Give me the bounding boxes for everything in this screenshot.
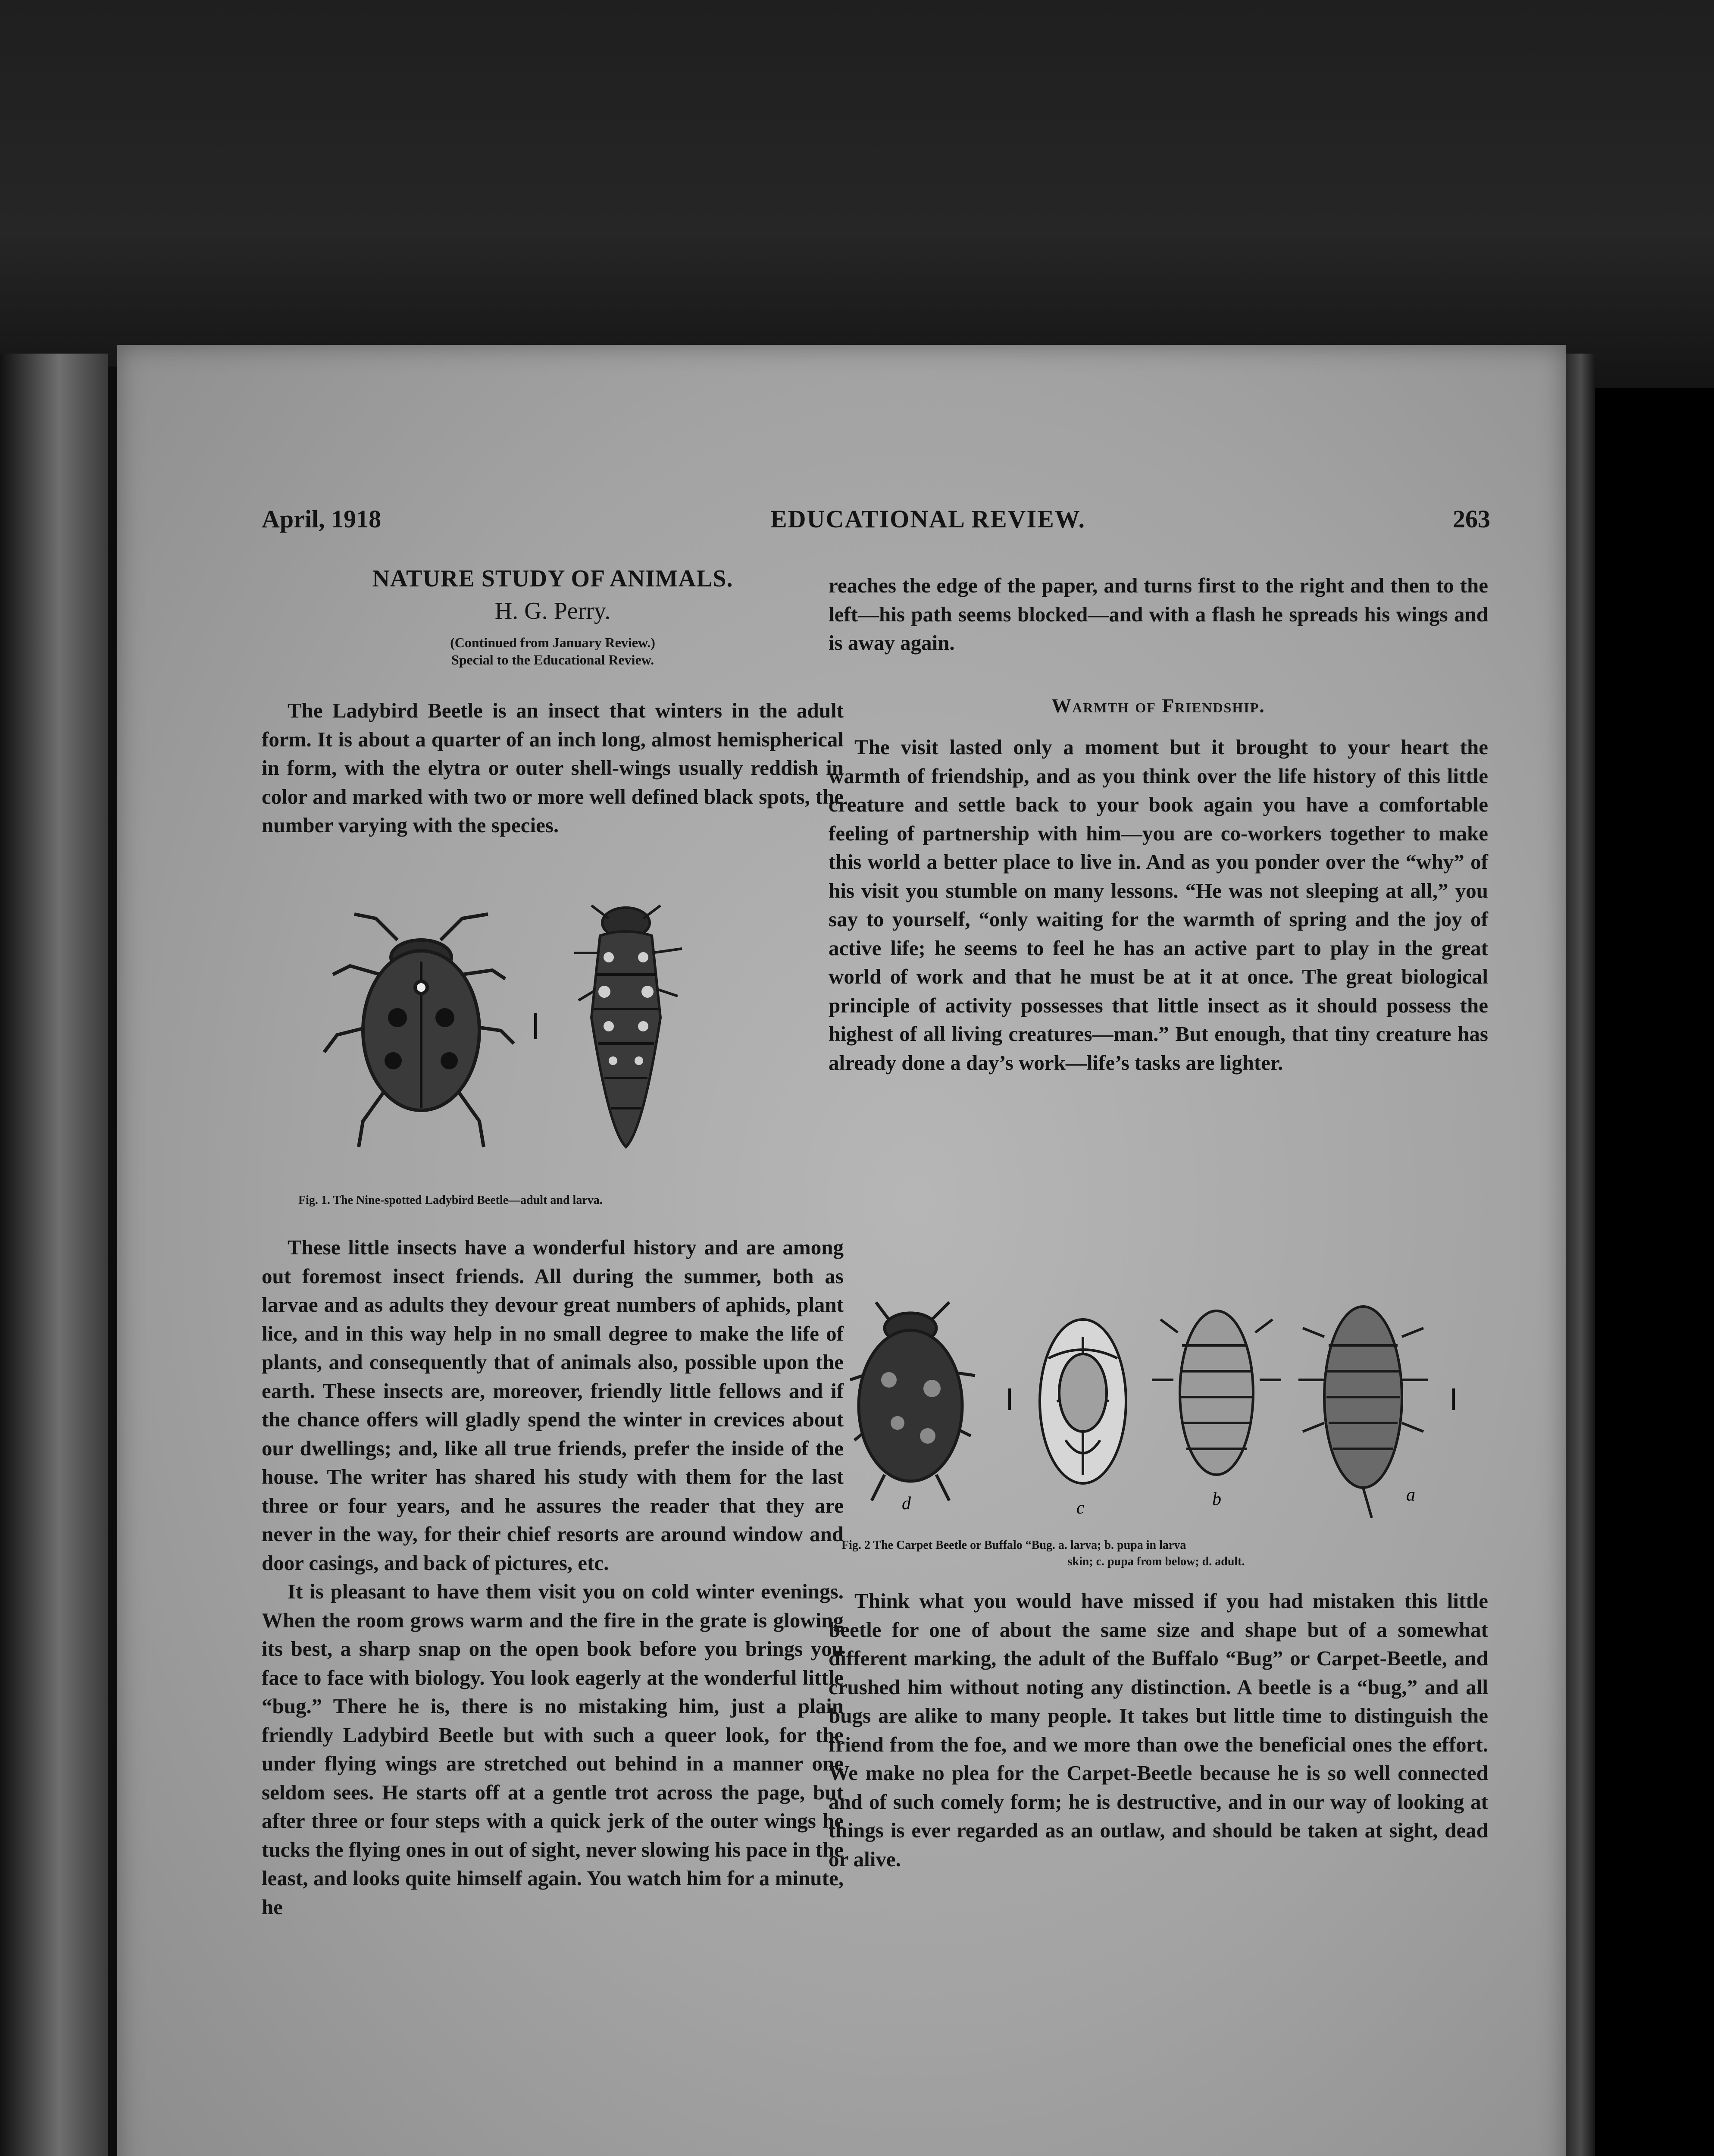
article-title: NATURE STUDY OF ANIMALS. bbox=[372, 565, 733, 592]
paragraph-continuation: reaches the edge of the paper, and turns first to the right and then to the left—his path seems blocked—and with a flash he spreads his wings and is away again. bbox=[829, 573, 1488, 655]
figure-2-caption bbox=[841, 1537, 1471, 1570]
figure-2-carpet-beetle-illustration bbox=[833, 1294, 1488, 1535]
figure-2-label-d: d bbox=[902, 1494, 911, 1514]
previous-page-edge bbox=[0, 354, 108, 2156]
right-column-bottom bbox=[829, 1587, 1488, 1874]
running-head bbox=[262, 505, 1490, 548]
carpet-beetle-adult-drawing bbox=[850, 1302, 975, 1501]
right-column-friendship bbox=[829, 733, 1488, 1077]
figure-1-caption: Fig. 1. The Nine-spotted Ladybird Beetle—adult and larva. bbox=[298, 1194, 603, 1207]
right-column-top bbox=[829, 571, 1488, 658]
paragraph-friendship: The visit lasted only a moment but it brought to your heart the warmth of friendship, and as you think over the life history of this little creature and settle back to your book again you have a comfortable feeling of partnership with him—you are co-workers together to make this world a better place to live in. And as you ponder over the “why” of his visit you stumble on many lessons. “He was not sleeping at all,” you say to yourself, “only waiting for the warmth of spring and the joy of active life; he seems to feel he has an active part to play in the great world of work and that he must be at it at once. The great biological principle of activity possesses that little insect as it should possess the highest of all living creatures—man.” But enough, that tiny creature has already done a day’s work—life’s tasks are lighter. bbox=[829, 735, 1488, 1075]
ladybird-larva-drawing bbox=[574, 906, 682, 1147]
journal-page bbox=[117, 345, 1566, 2156]
header-page-number: 263 bbox=[1453, 505, 1490, 533]
article-author: H. G. Perry. bbox=[494, 598, 611, 624]
ladybird-adult-drawing bbox=[324, 914, 514, 1147]
continued-note: (Continued from January Review.) bbox=[450, 635, 655, 650]
special-note: Special to the Educational Review. bbox=[451, 652, 654, 667]
paragraph-winter-visit: It is pleasant to have them visit you on cold winter evenings. When the room grows warm and the fire in the grate is glowing its best, a sharp snap on the open book before you brings you face to face with biology. You look eagerly at the wonderful little “bug.” There he is, there is no mistaking him, just a plain friendly Ladybird Beetle but with such a queer look, for the under flying wings are stretched out behind in a manner one seldom sees. He starts off at a gentle trot across the page, but after three or four steps with a quick jerk of the outer wings he tucks the flying ones in out of sight, never slowing his pace in the least, and looks quite himself again. You watch him for a minute, he bbox=[262, 1579, 844, 1919]
figure-1-ladybird-illustration bbox=[298, 888, 859, 1190]
paragraph-carpet-beetle: Think what you would have missed if you had mistaken this little beetle for one of about the same size and shape but of a somewhat different marking, the adult of the Buffalo “Bug” or Carpet-Beetle, and crushed him without noting any distinction. A beetle is a “bug,” and all bugs are alike to many people. It takes but little time to distinguish the friend from the foe, and we more than owe the beneficial ones the effort. We make no plea for the Carpet-Beetle because he is so well connected and of such comely form; he is destructive, and in our way of looking at things is ever regarded as an outlaw, and should be taken at sight, dead or alive. bbox=[829, 1589, 1488, 1871]
figure-2-label-b: b bbox=[1212, 1489, 1221, 1509]
figure-2-caption-line-1: Fig. 2 The Carpet Beetle or Buffalo “Bug. a. larva; b. pupa in larva bbox=[841, 1539, 1186, 1552]
figure-2-label-c: c bbox=[1076, 1498, 1085, 1518]
gutter-shadow bbox=[108, 367, 117, 2156]
left-column-body bbox=[262, 1233, 844, 1921]
paragraph-insect-friends: These little insects have a wonderful history and are among out foremost insect friends. All during the summer, both as larvae and as adults they devour great numbers of aphids, plant lice, and in this way help in no small degree to make the life of plants, and consequently that of animals also, possible upon the earth. These insects are, moreover, friendly little fellows and if the chance offers will gladly spend the winter in crevices about our dwellings; and, like all true friends, prefer the inside of the house. The writer has shared his study with them for the last three or four years, and he assures the reader that they are never in the way, for their chief resorts are around window and door casings, and back of pictures, etc. bbox=[262, 1235, 844, 1575]
scan-top-band bbox=[0, 0, 1714, 388]
carpet-beetle-pupa-below-drawing bbox=[1040, 1319, 1126, 1483]
header-journal-title: EDUCATIONAL REVIEW. bbox=[770, 505, 1085, 533]
figure-2-caption-line-2: skin; c. pupa from below; d. adult. bbox=[1067, 1555, 1245, 1568]
figure-2-label-a: a bbox=[1406, 1485, 1415, 1505]
paragraph-ladybird-intro: The Ladybird Beetle is an insect that winters in the adult form. It is about a quarter of an inch long, almost hemispherical in form, with the elytra or outer shell-wings usually reddish in color and marked with two or more well defined black spots, the number varying with the species. bbox=[262, 699, 844, 837]
left-column-intro bbox=[262, 696, 844, 840]
carpet-beetle-pupa-in-larva-drawing bbox=[1152, 1311, 1281, 1475]
section-heading-warmth-of-friendship: Warmth of Friendship. bbox=[1051, 695, 1265, 717]
header-date: April, 1918 bbox=[262, 505, 382, 533]
